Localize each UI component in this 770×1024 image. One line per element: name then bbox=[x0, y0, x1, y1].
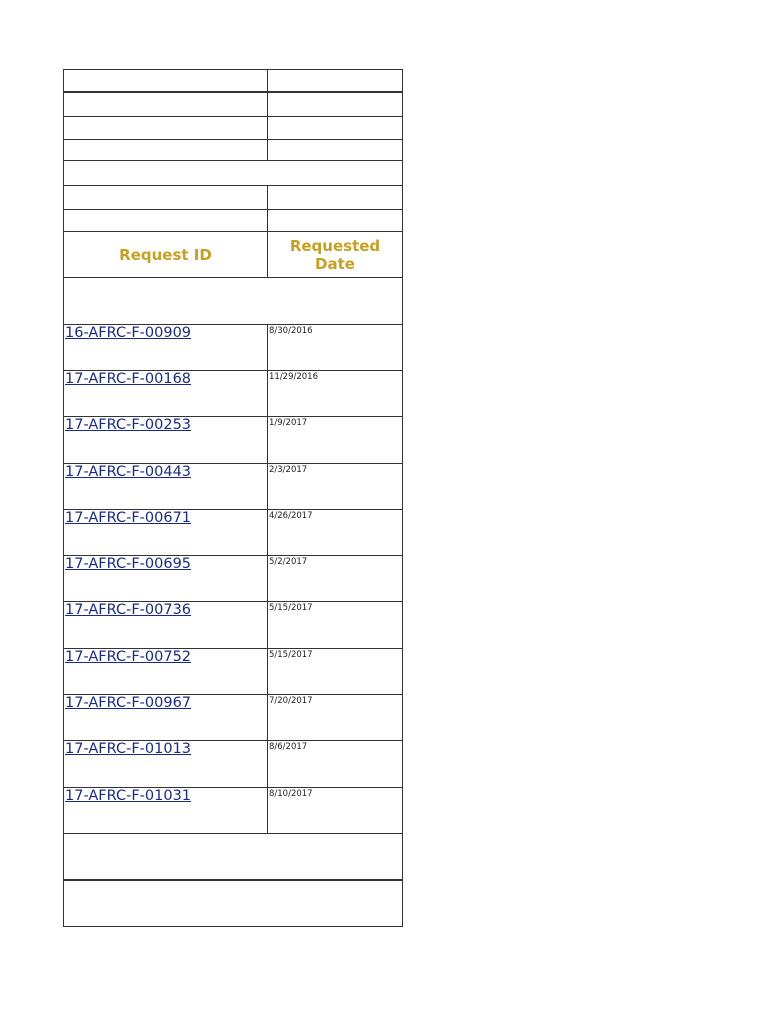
requested-date: 5/15/2017 bbox=[269, 603, 313, 613]
request-id-link[interactable]: 17-AFRC-F-00168 bbox=[65, 371, 192, 387]
requested-date: 2/3/2017 bbox=[269, 465, 308, 475]
requested-date: 5/2/2017 bbox=[269, 557, 308, 567]
request-id-link[interactable]: 16-AFRC-F-00909 bbox=[65, 325, 192, 341]
row-border bbox=[63, 91, 403, 93]
requested-date: 8/6/2017 bbox=[269, 742, 308, 752]
row-border bbox=[63, 231, 403, 232]
requested-date: 4/26/2017 bbox=[269, 511, 313, 521]
requested-date: 8/30/2016 bbox=[269, 326, 313, 336]
row-border bbox=[63, 926, 403, 927]
row-border bbox=[63, 69, 403, 70]
requested-date: 7/20/2017 bbox=[269, 696, 313, 706]
requested-date: 5/15/2017 bbox=[269, 650, 313, 660]
request-id-link[interactable]: 17-AFRC-F-00695 bbox=[65, 556, 192, 572]
requested-date-header-line2: Date bbox=[315, 255, 355, 273]
row-border bbox=[63, 879, 403, 881]
request-id-link[interactable]: 17-AFRC-F-01013 bbox=[65, 741, 192, 757]
column-divider-rows bbox=[267, 324, 268, 834]
column-divider-top bbox=[267, 69, 268, 161]
requested-date: 11/29/2016 bbox=[269, 372, 318, 382]
request-id-link[interactable]: 17-AFRC-F-00671 bbox=[65, 510, 192, 526]
requested-date-header-line1: Requested bbox=[289, 237, 381, 255]
row-border bbox=[63, 139, 403, 140]
requested-date: 1/9/2017 bbox=[269, 418, 308, 428]
right-border bbox=[402, 69, 403, 927]
row-border bbox=[63, 116, 403, 117]
request-id-header: Request ID bbox=[119, 246, 212, 264]
row-border bbox=[63, 160, 403, 161]
request-id-link[interactable]: 17-AFRC-F-00736 bbox=[65, 602, 192, 618]
request-id-link[interactable]: 17-AFRC-F-01031 bbox=[65, 788, 192, 804]
request-id-link[interactable]: 17-AFRC-F-00253 bbox=[65, 417, 192, 433]
row-border bbox=[63, 277, 403, 278]
request-id-link[interactable]: 17-AFRC-F-00967 bbox=[65, 695, 192, 711]
request-id-link[interactable]: 17-AFRC-F-00443 bbox=[65, 464, 192, 480]
request-id-link[interactable]: 17-AFRC-F-00752 bbox=[65, 649, 192, 665]
row-border bbox=[63, 209, 403, 210]
row-border bbox=[63, 185, 403, 186]
requested-date: 8/10/2017 bbox=[269, 789, 313, 799]
requested-date-header bbox=[268, 237, 402, 273]
row-border bbox=[63, 833, 403, 834]
left-border bbox=[63, 69, 64, 927]
